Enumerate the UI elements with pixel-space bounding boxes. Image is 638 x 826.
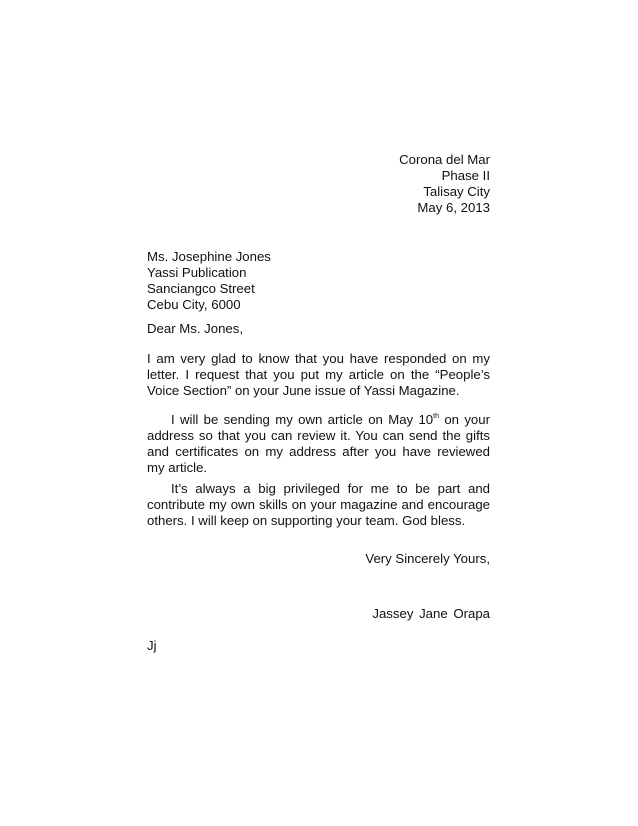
complimentary-closing: Very Sincerely Yours,: [365, 551, 490, 566]
body-paragraph-1: I am very glad to know that you have responded on my letter. I request that you put my article on the “People’s Voice Section” on your June issue of Yassi Magazine.: [147, 351, 490, 398]
paragraph-2-text-start: I will be sending my own article on May 10: [171, 412, 434, 427]
reference-initials: Jj: [147, 638, 157, 653]
recipient-name: Ms. Josephine Jones: [147, 249, 271, 264]
date-ordinal-superscript: th: [433, 413, 439, 420]
sender-address: [399, 152, 490, 216]
body-paragraph-3: It’s always a big privileged for me to be part and contribute my own skills on your magazine and encourage others. I will keep on supporting your team. God bless.: [147, 481, 490, 528]
paragraph-2-text-end: on your address so that you can review it. You can send the gifts and certificates on my address after you have reviewed my article.: [147, 412, 490, 475]
salutation: Dear Ms. Jones,: [147, 321, 244, 336]
recipient-city: Cebu City, 6000: [147, 297, 241, 312]
recipient-address: [147, 249, 271, 313]
sender-address-line1: Corona del Mar: [399, 152, 490, 167]
sender-address-line3: Talisay City: [423, 184, 490, 199]
letter-date: May 6, 2013: [417, 200, 490, 215]
recipient-street: Sanciangco Street: [147, 281, 255, 296]
recipient-company: Yassi Publication: [147, 265, 247, 280]
signature-name: Jassey Jane Orapa: [372, 606, 490, 621]
body-paragraph-2: [147, 412, 490, 476]
sender-address-line2: Phase II: [441, 168, 490, 183]
